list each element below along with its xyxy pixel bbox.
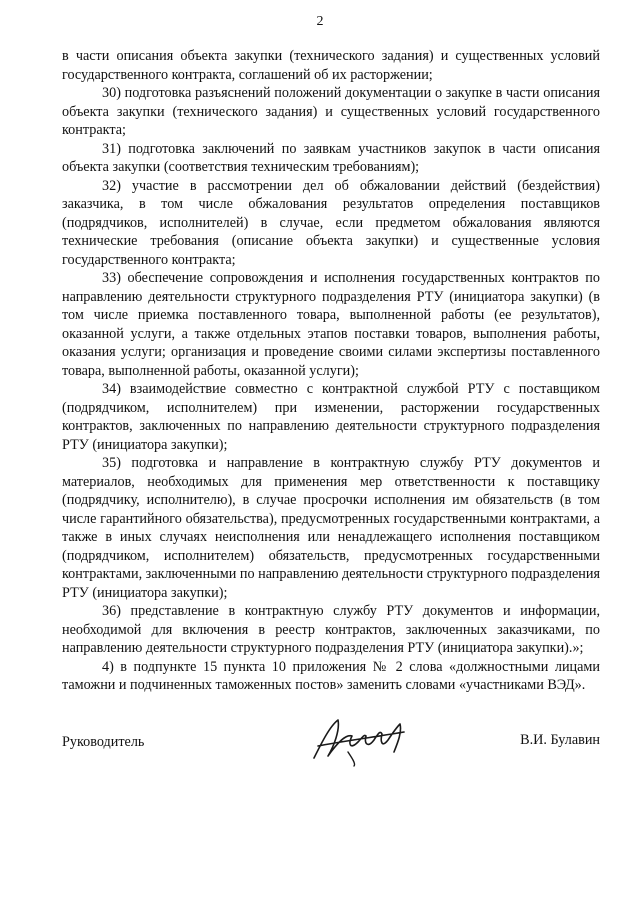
page-number: 2 [316, 14, 324, 29]
handwritten-signature [308, 712, 418, 768]
paragraph-item-4: 4) в подпункте 15 пункта 10 приложения № 2 слова «должностными лицами таможни и подчиненных таможенных постов» заменить словами «участниками ВЭД». [62, 658, 600, 693]
signatory-title: Руководитель [62, 734, 145, 750]
paragraph-item-31: 31) подготовка заключений по заявкам участников закупок в части описания объекта закупки (соответствия техническим требованиям); [62, 140, 600, 175]
document-body [62, 47, 600, 695]
paragraph-item-32: 32) участие в рассмотрении дел об обжаловании действий (бездействия) заказчика, в том числе обжалования результатов определения поставщиков (подрядчиков, исполнителей) в случае, если предметом обжалования являются технические требования (описание объекта закупки) и существенные условия государственного контракта; [62, 177, 600, 268]
paragraph-item-36: 36) представление в контрактную службу РТУ документов и информации, необходимой для включения в реестр контрактов, заключенных заказчиками, по направлению деятельности структурного подразделения РТУ (инициатора закупки).»; [62, 603, 600, 656]
paragraph-item-33: 33) обеспечение сопровождения и исполнения государственных контрактов по направлению деятельности структурного подразделения РТУ (инициатора закупки) (в том числе приемка поставленного товара, выполненной работы (ее результатов), оказанной услуги, а также отдельных этапов поставки товаров, выполнения работы, оказания услуги; организация и проведение своими силами экспертизы поставленного товара, выполненной работы, оказанной услуги); [62, 270, 600, 379]
paragraph-item-34: 34) взаимодействие совместно с контрактной службой РТУ с поставщиком (подрядчиком, исполнителем) при изменении, расторжении государственных контрактов, заключенных по направлению деятельности структурного подразделения РТУ (инициатора закупки); [62, 381, 600, 453]
paragraph-continuation: в части описания объекта закупки (технического задания) и существенных условий государственного контракта, соглашений об их расторжении; [62, 48, 600, 83]
paragraph-item-35: 35) подготовка и направление в контрактную службу РТУ документов и материалов, необходимых для применения мер ответственности к поставщику (подрядчику, исполнителю), в случае просрочки исполнения им обязательств (в том числе гарантийного обязательства), предусмотренных государственными контрактами, а также в иных случаях неисполнения или ненадлежащего исполнения поставщиком (подрядчиком, исполнителем) обязательств, предусмотренных государственными контрактами, заключенными по направлению деятельности структурного подразделения РТУ (инициатора закупки); [62, 455, 600, 601]
signatory-name: В.И. Булавин [520, 732, 600, 748]
signature-block [62, 716, 600, 776]
paragraph-item-30: 30) подготовка разъяснений положений документации о закупке в части описания объекта закупки (технического задания) и существенных условий государственного контракта; [62, 85, 600, 138]
